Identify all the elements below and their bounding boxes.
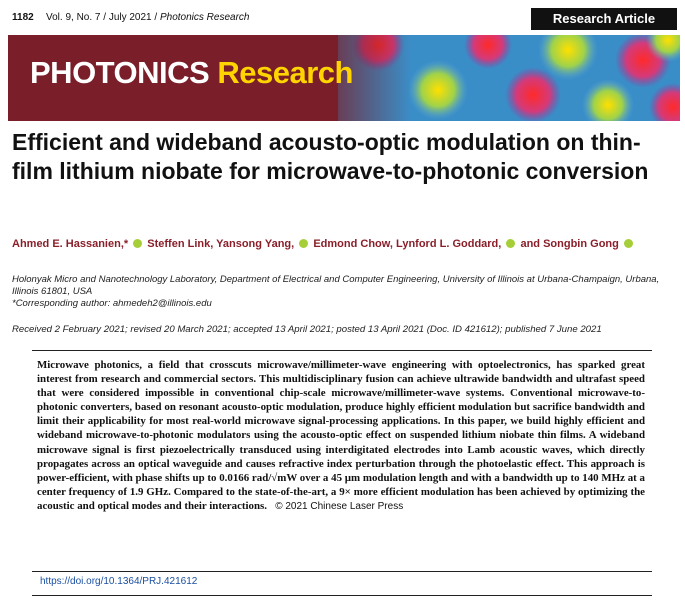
article-title: Efficient and wideband acousto-optic modulation on thin-film lithium niobate for microwave-to-photonic conversion xyxy=(12,129,649,184)
publication-dates: Received 2 February 2021; revised 20 March 2021; accepted 13 April 2021; posted 13 April 2021 (Doc. ID 421612); published 7 June 2021 xyxy=(12,324,602,335)
orcid-icon[interactable] xyxy=(133,239,142,248)
journal-name-part1: PHOTONICS xyxy=(30,55,210,90)
author-list xyxy=(12,236,677,253)
affiliation: Holonyak Micro and Nanotechnology Laboratory, Department of Electrical and Computer Engineering, University of Illinois at Urbana-Champaign, Urbana, Illinois 61801, USA xyxy=(12,274,660,297)
volume-issue: Vol. 9, No. 7 / July 2021 / xyxy=(46,12,158,23)
journal-name-part2: Research xyxy=(217,55,353,90)
author-name[interactable]: Ahmed E. Hassanien,* xyxy=(12,238,129,250)
orcid-icon[interactable] xyxy=(299,239,308,248)
journal-header xyxy=(0,0,685,36)
article-type-badge: Research Article xyxy=(531,8,677,30)
author-name[interactable]: Lynford L. Goddard, xyxy=(396,238,502,250)
corresponding-author: *Corresponding author: ahmedeh2@illinois.edu xyxy=(12,298,212,309)
orcid-icon[interactable] xyxy=(506,239,515,248)
author-name[interactable]: Songbin Gong xyxy=(543,238,619,250)
journal-citation xyxy=(46,12,249,23)
journal-ref: Photonics Research xyxy=(159,12,250,23)
abstract xyxy=(37,358,645,514)
abstract-text: Microwave photonics, a field that crosscuts microwave/millimeter-wave engineering with optoelectronics, has sparked great interest from research and commercial sectors. This multidisciplinary fusion can achieve ultrawide bandwidth and ultrafast speed that were considered impossible in conventional chip-scale microwave/millimeter-wave systems. Conventional microwave-to-photonic converters, based on resonant acousto-optic modulation, produce highly efficient modulation but sacrifice bandwidth and limit their applicability for most real-world microwave signal-processing applications. In this paper, we build highly efficient and wideband microwave-to-photonic modulators using the acousto-optic effect on suspended lithium niobate thin films. A wideband microwave signal is first piezoelectrically transduced using interdigitated electrodes into Lamb acoustic waves, which directly propagates across an optical waveguide and causes refractive index perturbation through the photoelastic effect. This approach is power-efficient, with phase shifts up to 0.0166 rad/√mW over a 45 µm modulation length and with a bandwidth up to 140 MHz at a center frequency of 1.9 GHz. Compared to the state-of-the-art, a 9× more efficient modulation has been achieved by optimizing the acoustic and optical modes and their interactions. xyxy=(37,359,645,512)
author-name[interactable]: Yansong Yang, xyxy=(216,238,295,250)
orcid-icon[interactable] xyxy=(624,239,633,248)
copyright: © 2021 Chinese Laser Press xyxy=(275,500,404,512)
author-name[interactable]: Edmond Chow, xyxy=(313,238,393,250)
page-number: 1182 xyxy=(12,12,34,23)
abstract-box xyxy=(32,350,652,572)
affiliation-block xyxy=(12,274,677,310)
footer-divider xyxy=(32,595,652,607)
journal-banner xyxy=(8,35,680,121)
doi-link[interactable]: https://doi.org/10.1364/PRJ.421612 xyxy=(40,576,198,587)
journal-name-logo xyxy=(30,55,353,91)
author-conjunction: and xyxy=(520,238,541,250)
author-name[interactable]: Steffen Link, xyxy=(147,238,214,250)
